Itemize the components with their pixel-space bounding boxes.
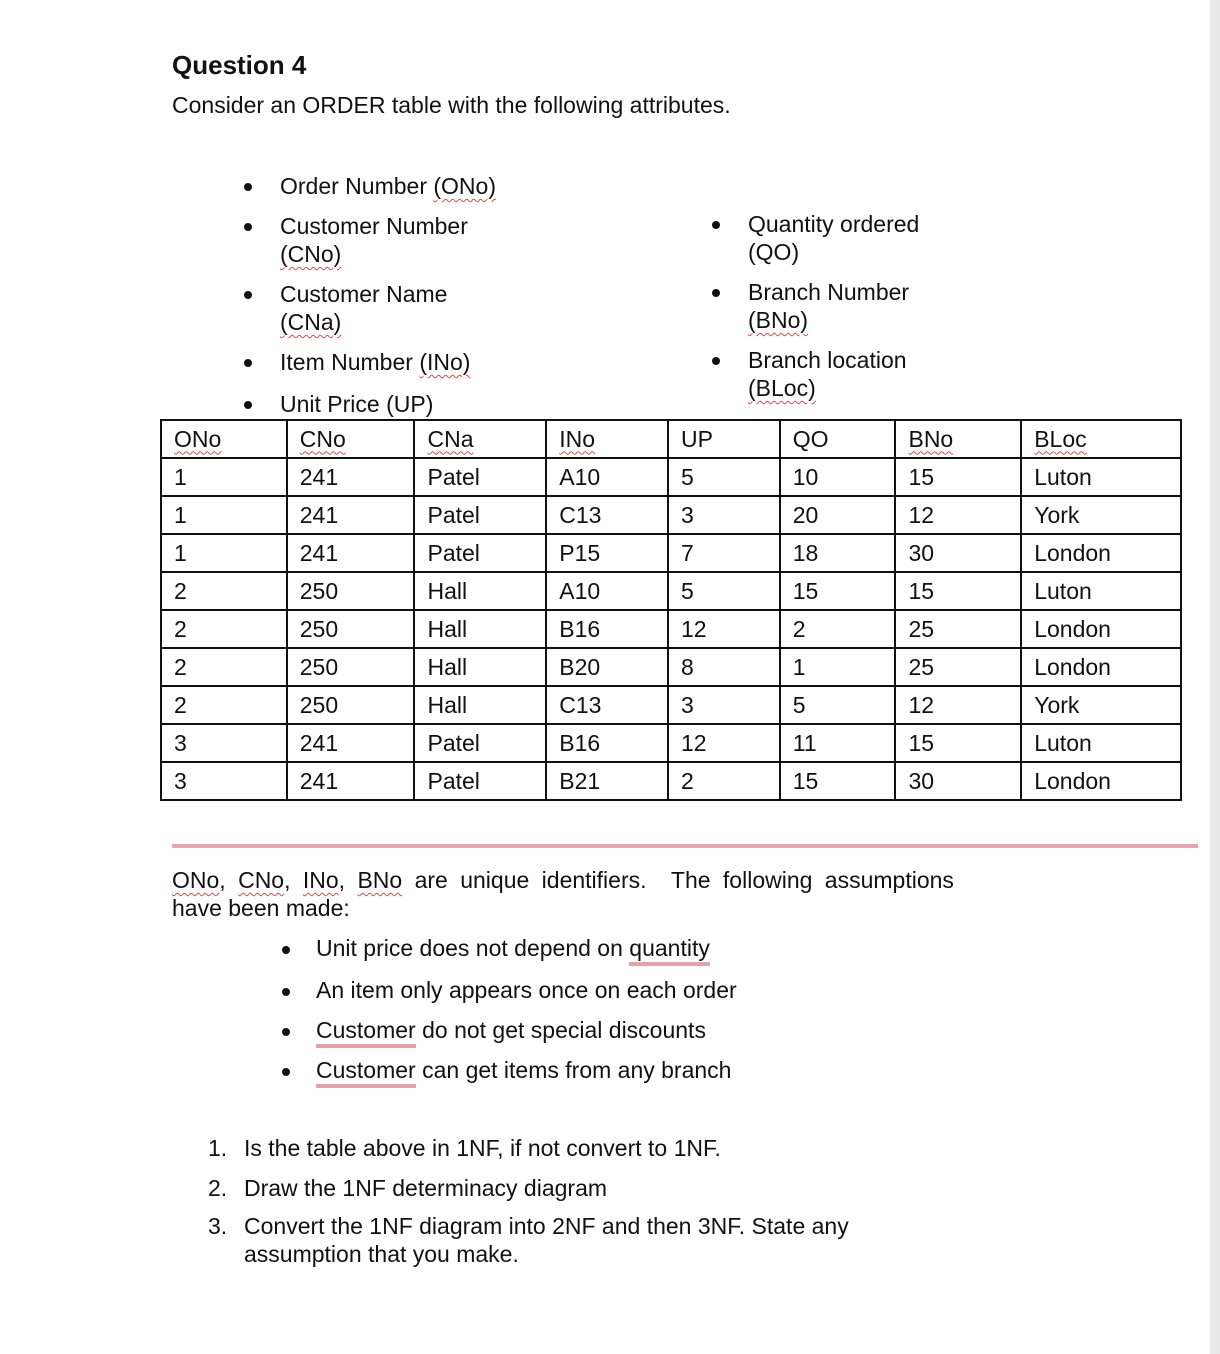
column-header: INo bbox=[546, 420, 668, 458]
bullet-icon bbox=[282, 1068, 290, 1076]
table-row bbox=[161, 724, 1181, 762]
table-cell: London bbox=[1021, 762, 1181, 800]
assumption-item: Customer do not get special discounts bbox=[316, 1016, 706, 1044]
table-row bbox=[161, 762, 1181, 800]
table-cell: 5 bbox=[668, 572, 780, 610]
table-cell: 2 bbox=[161, 648, 287, 686]
table-cell: 1 bbox=[161, 534, 287, 572]
table-row bbox=[161, 686, 1181, 724]
table-row bbox=[161, 534, 1181, 572]
table-cell: 2 bbox=[668, 762, 780, 800]
table-cell: 241 bbox=[287, 496, 415, 534]
identifiers-paragraph: ONo, CNo, INo, BNo are unique identifiers. The following assumptions have been made: bbox=[172, 867, 954, 921]
column-header: UP bbox=[668, 420, 780, 458]
table-cell: 2 bbox=[161, 572, 287, 610]
attribute-item: Unit Price (UP) bbox=[280, 391, 434, 417]
table-cell: 11 bbox=[780, 724, 896, 762]
bullet-icon bbox=[712, 221, 720, 229]
table-cell: 1 bbox=[161, 458, 287, 496]
table-cell: B20 bbox=[546, 648, 668, 686]
question-intro: Consider an ORDER table with the following attributes. bbox=[172, 92, 731, 118]
attribute-item: Branch Number (BNo) bbox=[748, 279, 910, 333]
bullet-icon bbox=[282, 988, 290, 996]
column-header: ONo bbox=[161, 420, 287, 458]
bullet-icon bbox=[712, 357, 720, 365]
table-cell: 241 bbox=[287, 534, 415, 572]
table-cell: Hall bbox=[414, 572, 546, 610]
table-cell: Hall bbox=[414, 686, 546, 724]
column-header: CNa bbox=[414, 420, 546, 458]
column-header: CNo bbox=[287, 420, 415, 458]
table-cell: 12 bbox=[895, 496, 1021, 534]
table-cell: 12 bbox=[895, 686, 1021, 724]
table-cell: 15 bbox=[780, 572, 896, 610]
assumption-item: An item only appears once on each order bbox=[316, 977, 737, 1003]
table-cell: 20 bbox=[780, 496, 896, 534]
table-cell: Patel bbox=[414, 496, 546, 534]
order-table bbox=[160, 419, 1182, 801]
question-title: Question 4 bbox=[172, 50, 307, 80]
table-cell: Patel bbox=[414, 724, 546, 762]
table-cell: 5 bbox=[780, 686, 896, 724]
table-cell: York bbox=[1021, 686, 1181, 724]
table-cell: 241 bbox=[287, 458, 415, 496]
table-cell: B16 bbox=[546, 610, 668, 648]
table-cell: London bbox=[1021, 610, 1181, 648]
table-cell: 250 bbox=[287, 610, 415, 648]
table-header-row bbox=[161, 420, 1181, 458]
table-cell: 5 bbox=[668, 458, 780, 496]
table-cell: 15 bbox=[895, 458, 1021, 496]
table-cell: Luton bbox=[1021, 572, 1181, 610]
table-cell: 2 bbox=[780, 610, 896, 648]
table-cell: 18 bbox=[780, 534, 896, 572]
task-item: 3. Convert the 1NF diagram into 2NF and then 3NF. State any assumption that you make. bbox=[208, 1213, 849, 1267]
table-cell: 2 bbox=[161, 686, 287, 724]
table-cell: Hall bbox=[414, 648, 546, 686]
table-cell: 3 bbox=[161, 724, 287, 762]
table-cell: 241 bbox=[287, 724, 415, 762]
bullet-icon bbox=[244, 291, 252, 299]
table-cell: York bbox=[1021, 496, 1181, 534]
bullet-icon bbox=[244, 359, 252, 367]
task-item: 2. Draw the 1NF determinacy diagram bbox=[208, 1175, 608, 1201]
table-cell: Hall bbox=[414, 610, 546, 648]
table-row bbox=[161, 648, 1181, 686]
table-cell: C13 bbox=[546, 686, 668, 724]
table-cell: 250 bbox=[287, 572, 415, 610]
table-cell: 15 bbox=[895, 724, 1021, 762]
section-divider bbox=[172, 844, 1198, 848]
table-cell: 12 bbox=[668, 724, 780, 762]
attribute-item: Item Number (INo) bbox=[280, 349, 471, 375]
table-cell: P15 bbox=[546, 534, 668, 572]
table-cell: 7 bbox=[668, 534, 780, 572]
table-cell: B16 bbox=[546, 724, 668, 762]
table-cell: 12 bbox=[668, 610, 780, 648]
table-row bbox=[161, 572, 1181, 610]
table-cell: 8 bbox=[668, 648, 780, 686]
bullet-icon bbox=[282, 1028, 290, 1036]
table-cell: 25 bbox=[895, 610, 1021, 648]
bullet-icon bbox=[712, 289, 720, 297]
page-edge bbox=[1210, 0, 1220, 1354]
table-cell: 10 bbox=[780, 458, 896, 496]
attribute-item: Customer Number (CNo) bbox=[280, 213, 468, 267]
table-cell: London bbox=[1021, 534, 1181, 572]
table-cell: 1 bbox=[780, 648, 896, 686]
table-cell: 15 bbox=[895, 572, 1021, 610]
assumption-item: Unit price does not depend on quantity bbox=[316, 934, 710, 962]
bullet-icon bbox=[244, 401, 252, 409]
table-cell: 3 bbox=[668, 496, 780, 534]
table-cell: London bbox=[1021, 648, 1181, 686]
attribute-item: Order Number (ONo) bbox=[280, 173, 496, 199]
table-row bbox=[161, 496, 1181, 534]
table-cell: 30 bbox=[895, 534, 1021, 572]
table-cell: 3 bbox=[161, 762, 287, 800]
table-cell: 30 bbox=[895, 762, 1021, 800]
attribute-item: Customer Name (CNa) bbox=[280, 281, 448, 335]
task-item: 1. Is the table above in 1NF, if not convert to 1NF. bbox=[208, 1135, 721, 1161]
column-header: BNo bbox=[895, 420, 1021, 458]
table-cell: 250 bbox=[287, 686, 415, 724]
table-cell: 15 bbox=[780, 762, 896, 800]
attribute-item: Branch location (BLoc) bbox=[748, 347, 907, 401]
table-cell: C13 bbox=[546, 496, 668, 534]
assumption-item: Customer can get items from any branch bbox=[316, 1056, 731, 1084]
table-cell: 241 bbox=[287, 762, 415, 800]
table-cell: B21 bbox=[546, 762, 668, 800]
table-cell: A10 bbox=[546, 458, 668, 496]
table-cell: Luton bbox=[1021, 724, 1181, 762]
bullet-icon bbox=[244, 183, 252, 191]
table-cell: 1 bbox=[161, 496, 287, 534]
table-cell: Patel bbox=[414, 534, 546, 572]
table-cell: 25 bbox=[895, 648, 1021, 686]
attribute-item: Quantity ordered (QO) bbox=[748, 211, 920, 265]
table-cell: Patel bbox=[414, 762, 546, 800]
bullet-icon bbox=[282, 946, 290, 954]
column-header: BLoc bbox=[1021, 420, 1181, 458]
table-row bbox=[161, 610, 1181, 648]
column-header: QO bbox=[780, 420, 896, 458]
table-cell: Luton bbox=[1021, 458, 1181, 496]
table-cell: 250 bbox=[287, 648, 415, 686]
table-cell: A10 bbox=[546, 572, 668, 610]
table-row bbox=[161, 458, 1181, 496]
table-cell: 2 bbox=[161, 610, 287, 648]
table-cell: 3 bbox=[668, 686, 780, 724]
bullet-icon bbox=[244, 223, 252, 231]
table-cell: Patel bbox=[414, 458, 546, 496]
